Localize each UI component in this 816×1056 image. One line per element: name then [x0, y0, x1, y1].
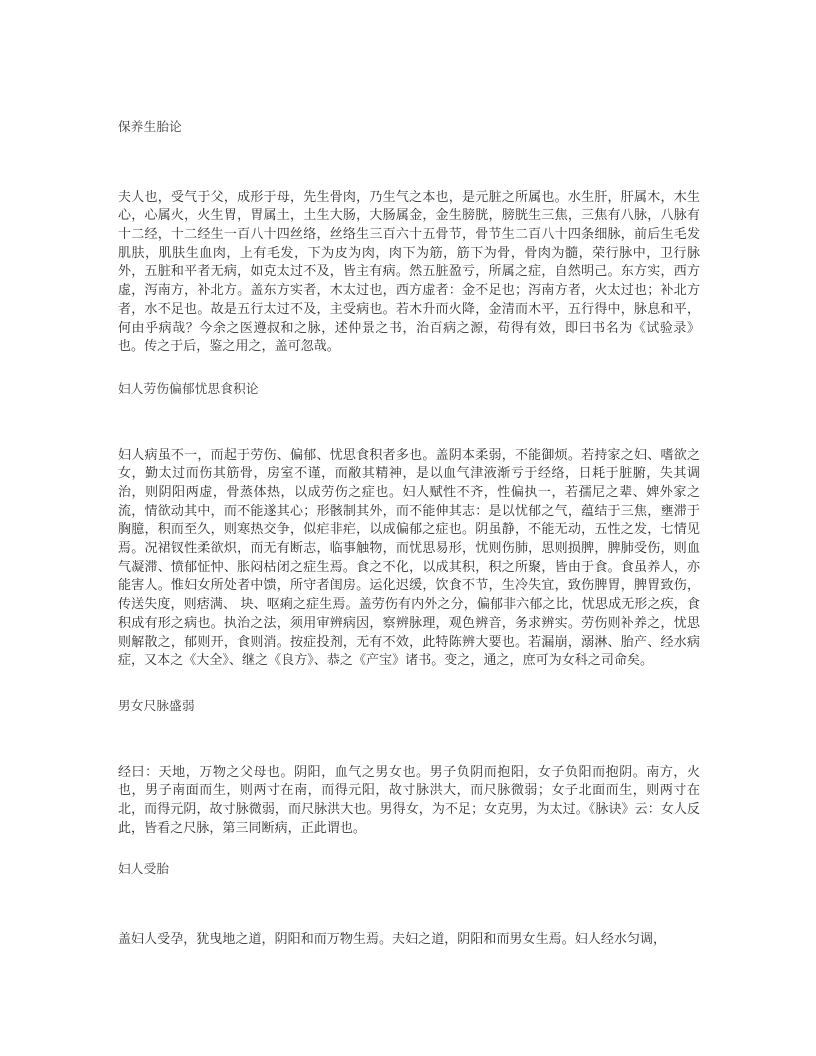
section-furen-shoutai	[118, 860, 700, 949]
spacer-heading-3-paragraph	[118, 716, 700, 764]
spacer-heading-4-paragraph	[118, 879, 700, 931]
section-nannv-chimai-shengruo	[118, 697, 700, 838]
section-baoyang-shengtai-lun	[118, 118, 700, 357]
spacer-heading-2-paragraph	[118, 399, 700, 447]
spacer-section-2-3	[118, 671, 700, 697]
section-paragraph-3: 经曰：天地，万物之父母也。阴阳，血气之男女也。男子负阴而抱阳，女子负阳而抱阴。南方，火也，男子南面而生，则两寸在南，而得元阳，故寸脉洪大，而尺脉微弱；女子北面而生，则两寸在北，而得元阴，故寸脉微弱，而尺脉洪大也。男得女，为不足；女克男，为太过。《脉诀》云：女人反此，皆看之尺脉，第三同断病，正此谓也。	[118, 764, 700, 836]
spacer-heading-1-paragraph	[118, 137, 700, 189]
section-paragraph-2: 妇人病虽不一，而起于劳伤、偏郁、忧思食积者多也。盖阴本柔弱，不能御烦。若持家之妇、嗜欲之女，勤太过而伤其筋骨，房室不谨，而敝其精神，是以血气津液渐亏于经络，日耗于脏腑，失其调治，则阴阳两虚，骨蒸体热，以成劳伤之症也。妇人赋性不齐，性偏执一，若孺尼之辈、婢外家之流，情欲动其中，而不能遂其心；形骸制其外，而不能伸其志：是以忧郁之气，蕴结于三焦，壅滞于胸臆，积而至久，则寒热交争，似疟非疟，以成偏郁之症也。阴虽静，不能无动，五性之发，七情见焉。况裙钗性柔欲炽，而无有断志，临事触物，而忧思易形，忧则伤肺，思则损脾，脾肺受伤，则血气凝滞、愤郁怔忡、胀闷枯闭之症生焉。食之不化，以成其积，积之所聚，皆由于食。食虽养人，亦能害人。惟妇女所处者中馈，所守者闺房。运化迟缓，饮食不节，生冷失宜，致伤脾胃，脾胃致伤，传送失度，则痞满、 块、呕痢之症生焉。盖劳伤有内外之分，偏郁非六郁之比，忧思成无形之疾，食积成有形之病也。执治之法，须用审辨病因，察辨脉理，观色辨音，务求辨实。劳伤则补养之，忧思则解散之，郁则开，食则消。按症投剂，无有不效，此特陈辨大要也。若漏崩，溺淋、胎产、经水病症，又本之《大全》、继之《良方》、恭之《产宝》诸书。变之，通之，庶可为女科之司命矣。	[118, 447, 700, 669]
section-paragraph-4: 盖妇人受孕，犹曳地之道，阴阳和而万物生焉。夫妇之道，阴阳和而男女生焉。妇人经水匀调，	[118, 931, 667, 947]
section-heading-3: 男女尺脉盛弱	[118, 697, 195, 713]
section-heading-4: 妇人受胎	[118, 861, 170, 877]
section-furen-laoshang-lun	[118, 380, 700, 671]
spacer-section-3-4	[118, 838, 700, 860]
section-paragraph-1: 夫人也，受气于父，成形于母，先生骨肉，乃生气之本也，是元脏之所属也。水生肝，肝属木，木生心，心属火，火生胃，胃属土，土生大肠，大肠属金，金生膀胱，膀胱生三焦，三焦有八脉，八脉有十二经，十二经生一百八十四丝络，丝络生三百六十五骨节，骨节生二百八十四条细脉，前后生毛发肌肤，肌肤生血肉，上有毛发，下为皮为肉，肉下为筋，筋下为骨，骨肉为髓，荣行脉中，卫行脉外，五脏和平者无病，如克太过不及，皆主有病。然五脏盈亏，所属之症，自然明己。东方实，西方虚，泻南方，补北方。盖东方实者，木太过也，西方虚者：金不足也；泻南方者，火太过也；补北方者，水不足也。故是五行太过不及，主受病也。若木升而火降，金清而木平，五行得中，脉息和平，何由乎病哉？今余之医遵叔和之脉，述仲景之书，治百病之源，苟得有效，即曰书名为《试验录》也。传之于后，鉴之用之，盖可忽哉。	[118, 189, 700, 355]
document-body	[118, 118, 700, 950]
spacer-section-1-2	[118, 357, 700, 380]
section-heading-2: 妇人劳伤偏郁忧思食积论	[118, 380, 259, 396]
section-heading-1: 保养生胎论	[118, 119, 182, 134]
